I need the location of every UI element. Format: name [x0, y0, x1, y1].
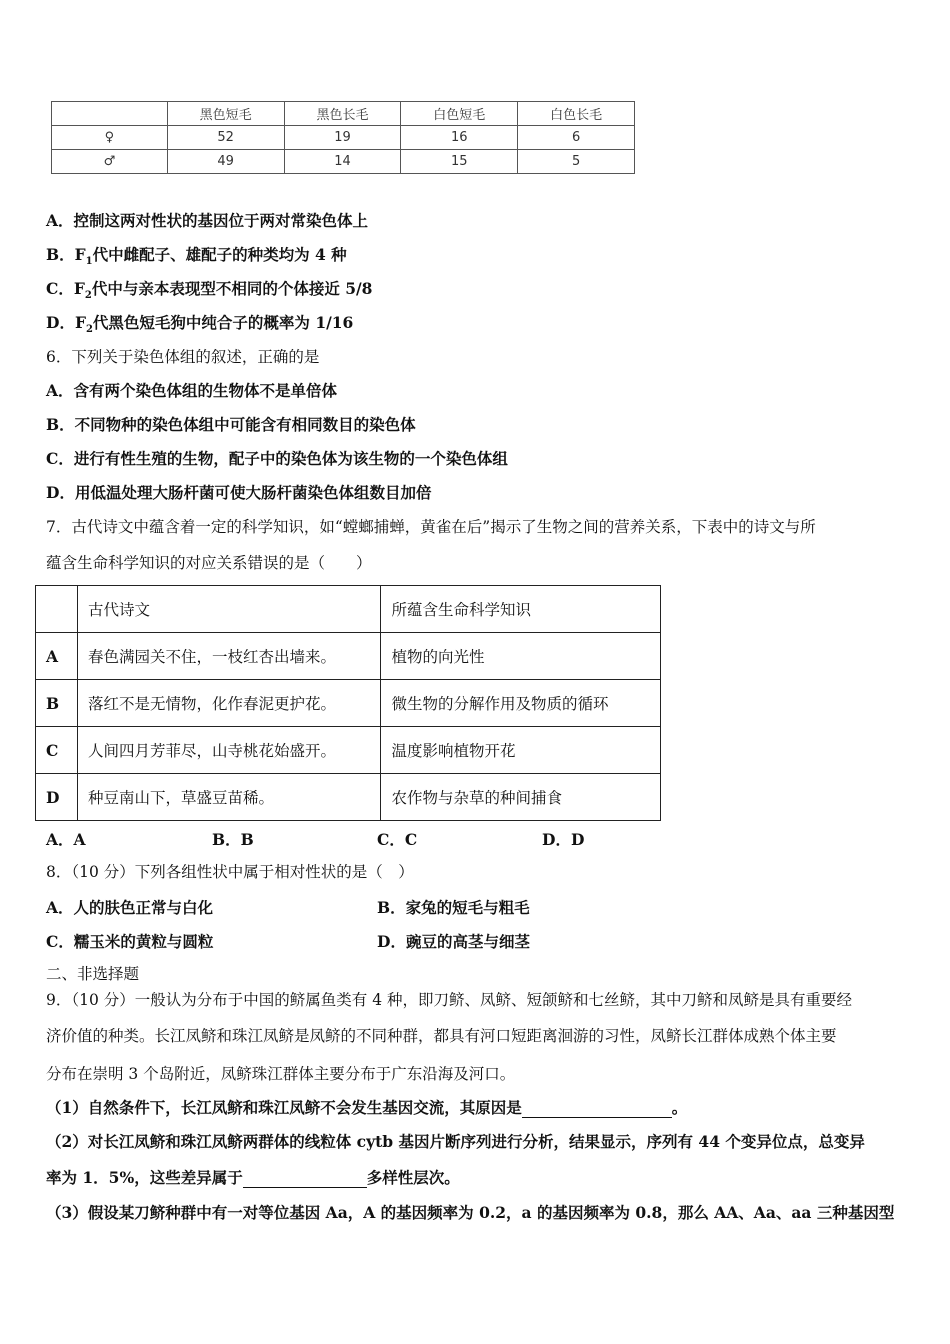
table-header-cell: 所蕴含生命科学知识: [381, 586, 661, 633]
table-cell: 15: [401, 150, 518, 174]
q5-option-c: [46, 279, 372, 306]
q5-option-a: A．控制这两对性状的基因位于两对常染色体上: [46, 211, 369, 230]
table-header-cell: 黑色短毛: [167, 102, 284, 126]
q9-sub2-end: 多样性层次。: [366, 1168, 460, 1187]
q5-option-b-prefix: B．F: [46, 245, 86, 264]
table-cell: 6: [518, 126, 635, 150]
row-label: B: [36, 680, 78, 727]
poem-knowledge-table: [35, 585, 661, 821]
table-cell: 14: [284, 150, 401, 174]
q9-sub1-text: （1）自然条件下，长江凤鲚和珠江凤鲚不会发生基因交流，其原因是: [46, 1098, 522, 1117]
q5-option-c-subscript: 2: [84, 290, 92, 302]
q9-sub2-line2: [46, 1168, 460, 1188]
table-row: [36, 727, 661, 774]
q7-option-c: C．C: [377, 830, 418, 849]
table-row: [36, 774, 661, 821]
table-header-row: [52, 102, 635, 126]
q6-option-c: C．进行有性生殖的生物，配子中的染色体为该生物的一个染色体组: [46, 449, 508, 468]
phenotype-count-table: [51, 101, 635, 174]
q9-para-line3: 分布在崇明 3 个岛附近，凤鲚珠江群体主要分布于广东沿海及河口。: [46, 1065, 516, 1083]
q8-stem: 8．（10 分）下列各组性状中属于相对性状的是（ ）: [46, 863, 414, 881]
q8-option-b: B．家兔的短毛与粗毛: [377, 898, 530, 917]
table-cell: 52: [167, 126, 284, 150]
q5-option-b-subscript: 1: [85, 256, 93, 268]
q8-option-a: A．人的肤色正常与白化: [46, 898, 214, 917]
table-header-cell: 白色长毛: [518, 102, 635, 126]
q5-option-d-text: 代黑色短毛狗中纯合子的概率为 1/16: [92, 313, 354, 332]
q5-option-c-text: 代中与亲本表现型不相同的个体接近 5/8: [91, 279, 373, 298]
q7-option-a: A．A: [46, 830, 86, 849]
table-cell: 19: [284, 126, 401, 150]
row-label: D: [36, 774, 78, 821]
q5-option-b: [46, 245, 347, 272]
table-header-cell: [52, 102, 168, 126]
q8-option-d: D．豌豆的高茎与细茎: [377, 932, 530, 951]
q5-option-c-prefix: C．F: [46, 279, 85, 298]
knowledge-cell: 农作物与杂草的种间捕食: [381, 774, 661, 821]
q9-sub2-line1: （2）对长江凤鲚和珠江凤鲚两群体的线粒体 cytb 基因片断序列进行分析，结果显示，序列有 44 个变异位点，总变异: [46, 1132, 865, 1151]
answer-blank[interactable]: [522, 1101, 672, 1118]
q6-option-d: D．用低温处理大肠杆菌可使大肠杆菌染色体组数目加倍: [46, 483, 432, 502]
table-header-cell: [36, 586, 78, 633]
q5-option-d-prefix: D．F: [46, 313, 86, 332]
poem-cell: 春色满园关不住，一枝红杏出墙来。: [77, 633, 381, 680]
q6-option-b: B．不同物种的染色体组中可能含有相同数目的染色体: [46, 415, 416, 434]
row-label: C: [36, 727, 78, 774]
q6-stem: 6．下列关于染色体组的叙述，正确的是: [46, 348, 320, 366]
row-label: A: [36, 633, 78, 680]
table-row: [36, 633, 661, 680]
q8-option-c: C．糯玉米的黄粒与圆粒: [46, 932, 214, 951]
q9-para-line2: 济价值的种类。长江凤鲚和珠江凤鲚是凤鲚的不同种群，都具有河口短距离洄游的习性，凤鲚长江群体成熟个体主要: [46, 1027, 837, 1045]
q5-option-d-subscript: 2: [85, 324, 93, 336]
section-heading: 二、非选择题: [46, 965, 140, 983]
q6-option-a: A．含有两个染色体组的生物体不是单倍体: [46, 381, 338, 400]
poem-cell: 落红不是无情物，化作春泥更护花。: [77, 680, 381, 727]
q7-option-d: D．D: [542, 830, 585, 849]
table-cell: 16: [401, 126, 518, 150]
table-header-cell: 白色短毛: [401, 102, 518, 126]
q9-sub3: （3）假设某刀鲚种群中有一对等位基因 Aa，A 的基因频率为 0.2，a 的基因频率为 0.8，那么 AA、Aa、aa 三种基因型: [46, 1203, 895, 1222]
table-header-row: [36, 586, 661, 633]
knowledge-cell: 温度影响植物开花: [381, 727, 661, 774]
table-row: [52, 126, 635, 150]
knowledge-cell: 植物的向光性: [381, 633, 661, 680]
male-symbol: ♂: [52, 150, 168, 174]
q5-option-d: [46, 313, 353, 340]
poem-cell: 种豆南山下，草盛豆苗稀。: [77, 774, 381, 821]
table-row: [52, 150, 635, 174]
q5-option-b-text: 代中雌配子、雄配子的种类均为 4 种: [92, 245, 347, 264]
q9-sub1-end: 。: [671, 1098, 688, 1117]
answer-blank[interactable]: [243, 1171, 367, 1188]
q9-para-line1: 9．（10 分）一般认为分布于中国的鲚属鱼类有 4 种，即刀鲚、凤鲚、短颌鲚和七丝鲚，其中刀鲚和凤鲚是具有重要经: [46, 991, 852, 1009]
table-row: [36, 680, 661, 727]
knowledge-cell: 微生物的分解作用及物质的循环: [381, 680, 661, 727]
q7-option-b: B．B: [212, 830, 254, 849]
q7-stem-line1: 7．古代诗文中蕴含着一定的科学知识，如“螳螂捕蝉，黄雀在后”揭示了生物之间的营养关系，下表中的诗文与所: [46, 518, 816, 536]
table-header-cell: 黑色长毛: [284, 102, 401, 126]
table-header-cell: 古代诗文: [77, 586, 381, 633]
female-symbol: ♀: [52, 126, 168, 150]
table-cell: 49: [167, 150, 284, 174]
q7-stem-line2: 蕴含生命科学知识的对应关系错误的是（ ）: [46, 554, 372, 572]
table-cell: 5: [518, 150, 635, 174]
q9-sub1: [46, 1098, 687, 1118]
q9-sub2-text: 率为 1．5%，这些差异属于: [46, 1168, 243, 1187]
poem-cell: 人间四月芳菲尽，山寺桃花始盛开。: [77, 727, 381, 774]
